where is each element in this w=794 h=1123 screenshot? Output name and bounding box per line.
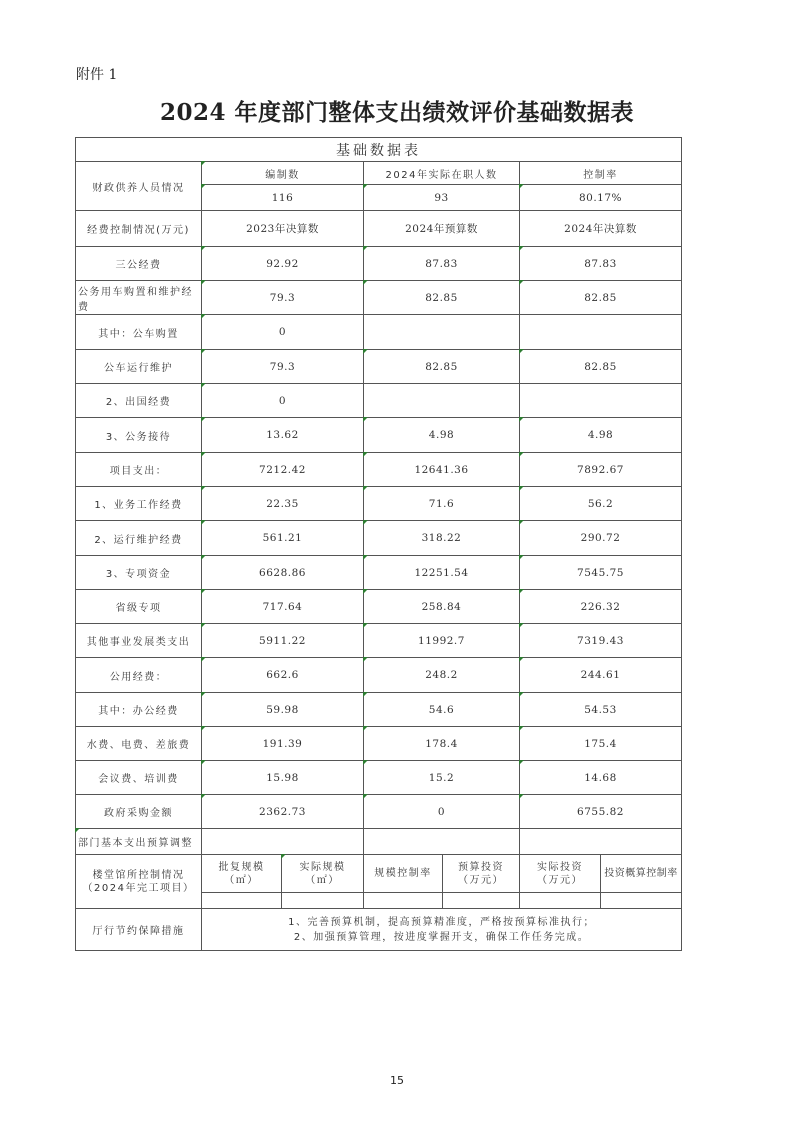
row-label: 政府采购金额 [76,795,202,829]
row-label: 三公经费 [76,247,202,281]
cell-2024-final: 6755.82 [520,795,682,829]
cell-2023-final: 6628.86 [202,556,364,590]
cell-empty [520,829,682,855]
cell-2024-budget: 12641.36 [364,453,520,487]
table-row [76,556,682,590]
header-line1: 投资概算控制率 [604,868,678,879]
cell-2024-budget: 87.83 [364,247,520,281]
cell-2024-final: 87.83 [520,247,682,281]
cell-2024-budget: 54.6 [364,693,520,727]
header-actual-scale [282,855,364,893]
row-label: 省级专项 [76,590,202,624]
cell-2024-final: 7545.75 [520,556,682,590]
cell-2024-budget: 248.2 [364,658,520,693]
table-row [76,761,682,795]
cell-2024-final: 82.85 [520,281,682,315]
table-row [76,418,682,453]
cell-2023-final: 0 [202,384,364,418]
cell-empty [443,893,520,909]
table-row [76,384,682,418]
budget-adjust-label: 部门基本支出预算调整 [76,829,202,855]
row-label: 其中：公车购置 [76,315,202,350]
basic-data-table [75,137,682,951]
buildings-label-line1: 楼堂馆所控制情况 [92,869,185,881]
header-line1: 预算投资 [458,861,504,873]
header-line1: 实际规模 [299,861,346,873]
table-row [76,624,682,658]
row-label: 2、运行维护经费 [76,521,202,556]
cell-2023-final: 15.98 [202,761,364,795]
cell-2023-final: 662.6 [202,658,364,693]
header-investment-control-rate [601,855,682,893]
cell-empty [364,893,443,909]
cell-2023-final: 92.92 [202,247,364,281]
cell-2023-final: 717.64 [202,590,364,624]
authorized-count-value: 116 [202,185,364,211]
row-label: 会议费、培训费 [76,761,202,795]
page-title: 2024 年度部门整体支出绩效评价基础数据表 [159,99,635,126]
measures-label: 厅行节约保障措施 [76,909,202,951]
cell-2024-budget: 12251.54 [364,556,520,590]
actual-staff-value: 93 [364,185,520,211]
page-number: 15 [390,1074,404,1087]
cell-2024-budget: 82.85 [364,350,520,384]
cell-2024-final: 14.68 [520,761,682,795]
cell-empty [364,829,520,855]
row-label: 公车运行维护 [76,350,202,384]
cell-2023-final: 22.35 [202,487,364,521]
cell-2023-final: 59.98 [202,693,364,727]
cell-2024-final: 175.4 [520,727,682,761]
header-actual-investment [520,855,601,893]
cell-2024-final: 82.85 [520,350,682,384]
cell-2023-final: 79.3 [202,281,364,315]
header-2024-budget: 2024年预算数 [364,211,520,247]
table-row [76,795,682,829]
header-actual-staff: 2024年实际在职人数 [364,162,520,185]
header-control-rate: 控制率 [520,162,682,185]
row-label: 其他事业发展类支出 [76,624,202,658]
row-label: 项目支出： [76,453,202,487]
cell-2024-final: 7892.67 [520,453,682,487]
cell-empty [601,893,682,909]
table-caption: 基础数据表 [76,138,682,162]
cell-2023-final: 5911.22 [202,624,364,658]
table-row [76,247,682,281]
buildings-label-line2: （2024年完工项目） [82,882,195,894]
header-approved-scale [202,855,282,893]
cell-2023-final: 7212.42 [202,453,364,487]
row-label: 公务用车购置和维护经费 [76,281,202,315]
row-label: 3、公务接待 [76,418,202,453]
cell-2024-final: 54.53 [520,693,682,727]
header-authorized-count: 编制数 [202,162,364,185]
cell-empty [520,893,601,909]
cell-2024-budget: 178.4 [364,727,520,761]
header-line1: 规模控制率 [374,868,432,879]
table-row [76,590,682,624]
expense-label: 经费控制情况(万元) [76,211,202,247]
cell-2024-budget: 0 [364,795,520,829]
attachment-label: 附件 1 [76,67,118,83]
staffing-label: 财政供养人员情况 [76,162,202,211]
cell-empty [202,893,282,909]
cell-empty [202,829,364,855]
cell-2024-final: 56.2 [520,487,682,521]
table-row [76,693,682,727]
table-row [76,658,682,693]
header-line1: 批复规模 [218,861,265,873]
cell-2024-final [520,384,682,418]
cell-2023-final: 2362.73 [202,795,364,829]
cell-2024-final [520,315,682,350]
row-label: 2、出国经费 [76,384,202,418]
table-row [76,350,682,384]
header-line2: （㎡） [305,874,340,886]
cell-2024-budget: 71.6 [364,487,520,521]
header-line2: （万元） [458,874,504,886]
table-row [76,453,682,487]
header-2023-final: 2023年决算数 [202,211,364,247]
cell-empty [282,893,364,909]
row-label: 1、业务工作经费 [76,487,202,521]
cell-2024-final: 244.61 [520,658,682,693]
table-row [76,281,682,315]
header-2024-final: 2024年决算数 [520,211,682,247]
cell-2024-budget: 11992.7 [364,624,520,658]
cell-2024-final: 226.32 [520,590,682,624]
cell-2024-budget: 15.2 [364,761,520,795]
header-line1: 实际投资 [537,861,583,873]
cell-2023-final: 561.21 [202,521,364,556]
table-row [76,727,682,761]
measures-content [202,909,682,951]
buildings-label [76,855,202,909]
table-row [76,315,682,350]
cell-2024-budget: 318.22 [364,521,520,556]
row-label: 其中：办公经费 [76,693,202,727]
table-row [76,487,682,521]
header-budget-investment [443,855,520,893]
cell-2023-final: 13.62 [202,418,364,453]
cell-2024-budget [364,315,520,350]
cell-2024-final: 290.72 [520,521,682,556]
cell-2023-final: 191.39 [202,727,364,761]
cell-2024-final: 7319.43 [520,624,682,658]
cell-2024-final: 4.98 [520,418,682,453]
header-line2: （万元） [537,874,583,886]
table-row [76,521,682,556]
cell-2024-budget [364,384,520,418]
cell-2024-budget: 82.85 [364,281,520,315]
row-label: 3、专项资金 [76,556,202,590]
header-line2: （㎡） [224,874,259,886]
table-row [76,829,682,855]
header-scale-control-rate [364,855,443,893]
row-label: 水费、电费、差旅费 [76,727,202,761]
control-rate-value: 80.17% [520,185,682,211]
measure-line-2: 2、加强预算管理，按进度掌握开支，确保工作任务完成。 [293,931,590,943]
cell-2023-final: 79.3 [202,350,364,384]
cell-2024-budget: 4.98 [364,418,520,453]
measure-line-1: 1、完善预算机制，提高预算精准度，严格按预算标准执行； [288,916,595,928]
cell-2023-final: 0 [202,315,364,350]
cell-2024-budget: 258.84 [364,590,520,624]
row-label: 公用经费： [76,658,202,693]
